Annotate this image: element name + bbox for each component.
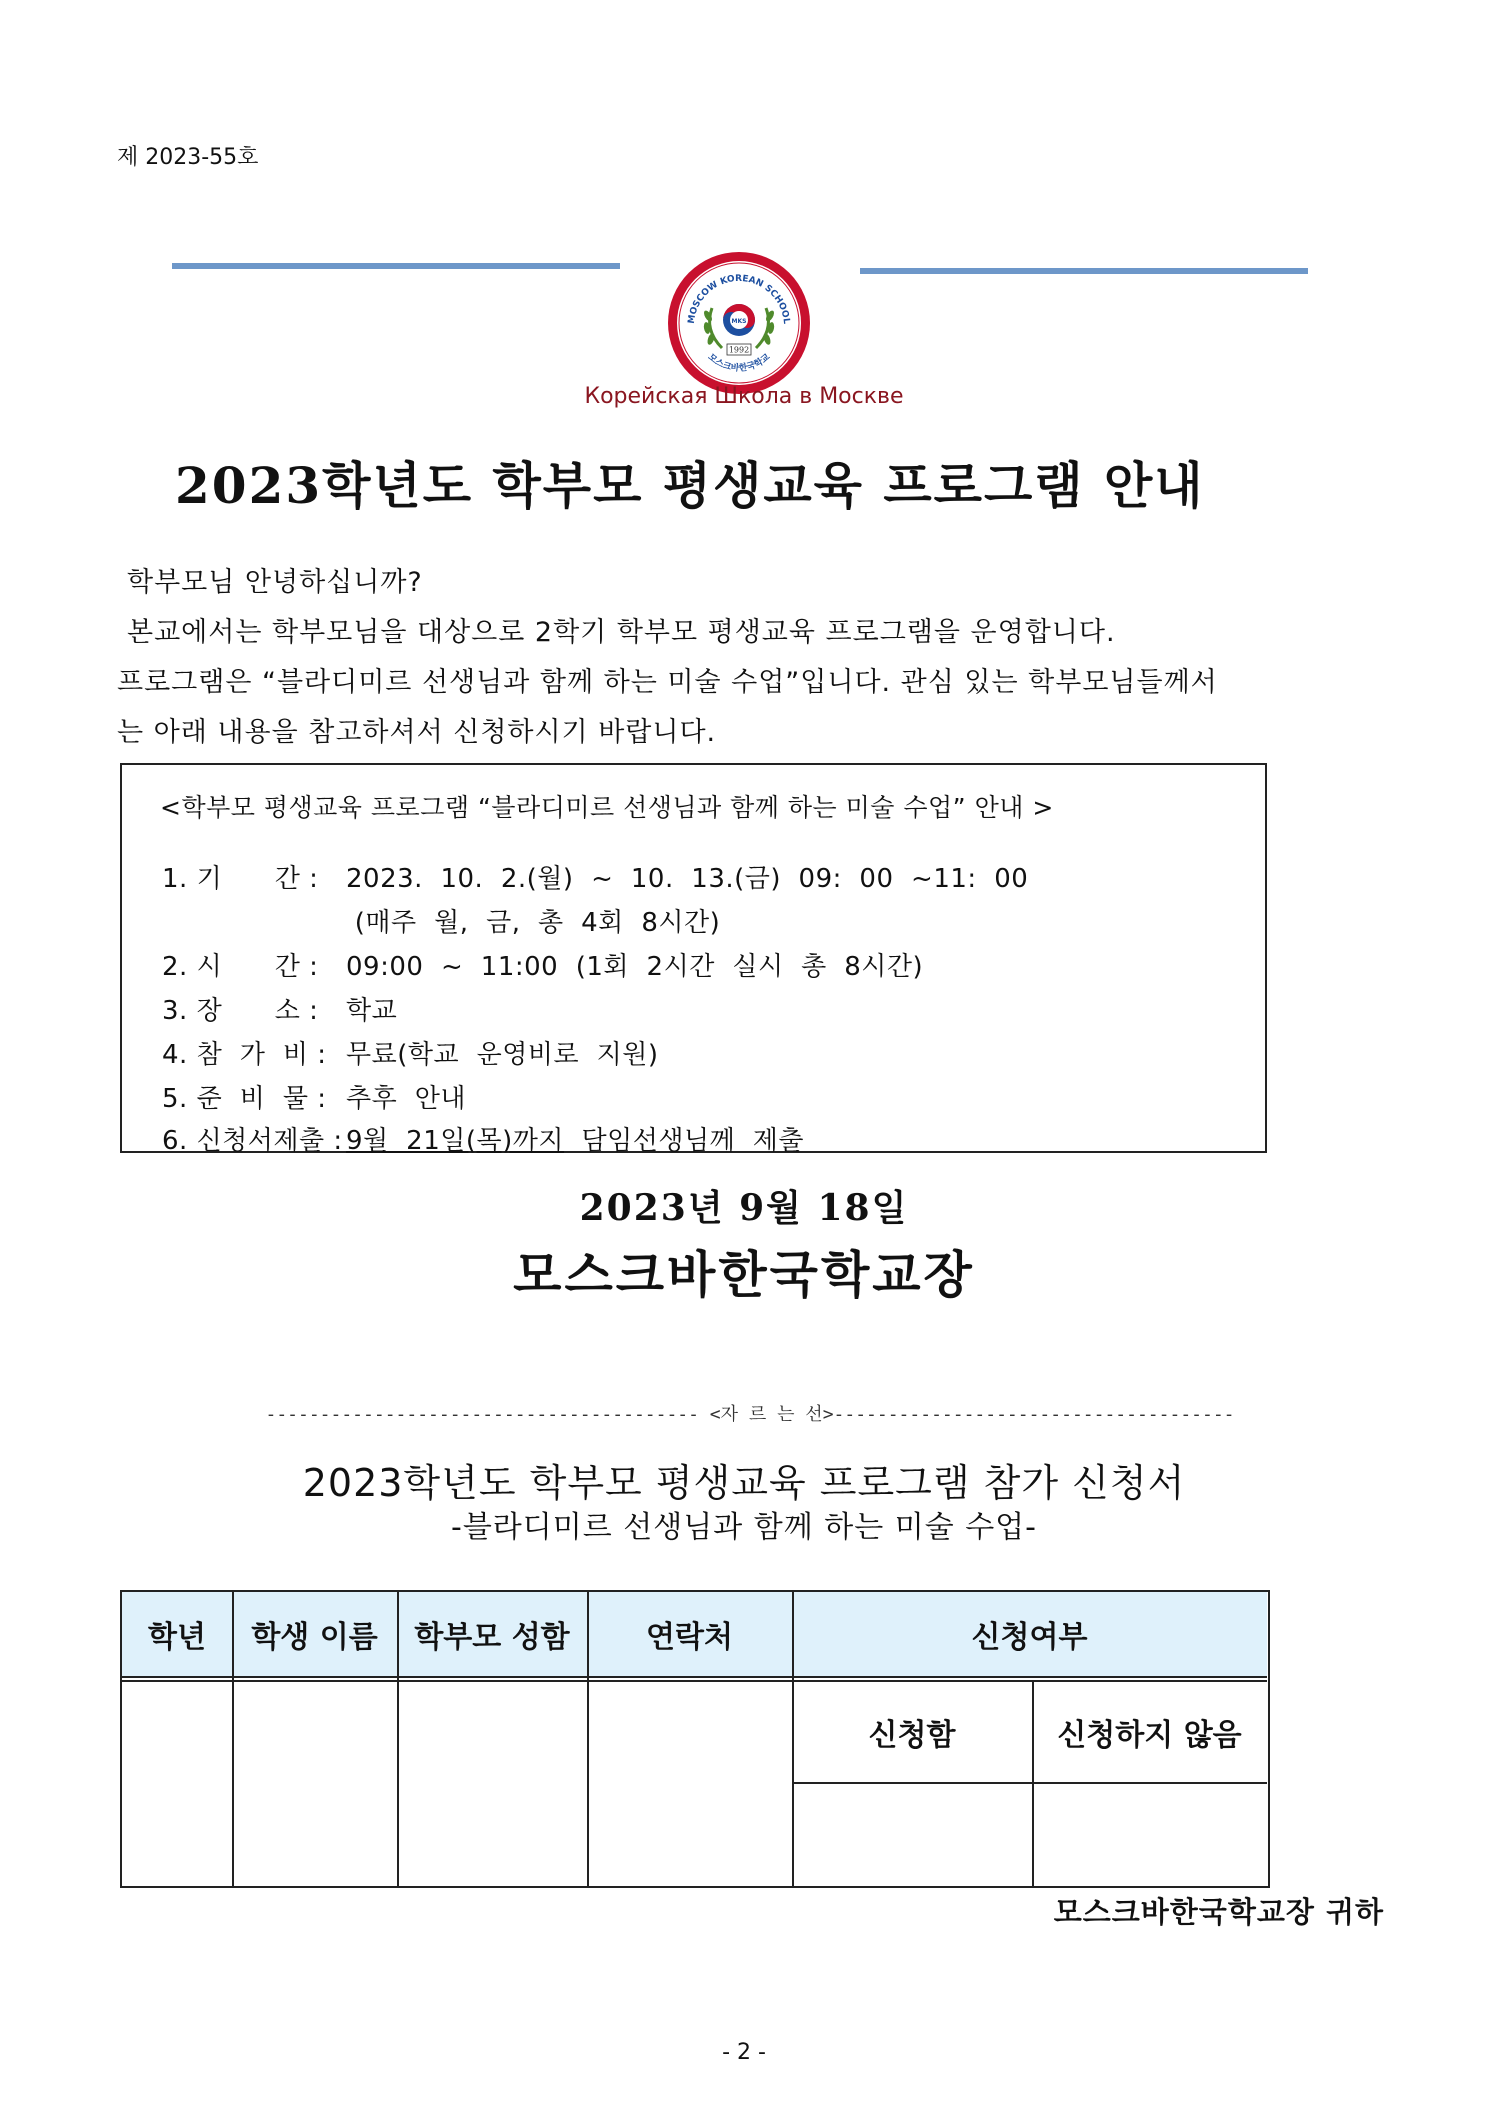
info-value: 무료(학교 운영비로 지원) <box>346 1040 659 1070</box>
intro-greeting: 학부모님 안녕하십니까? <box>127 567 423 598</box>
info-row-submission <box>162 1120 804 1157</box>
program-info-heading: <학부모 평생교육 프로그램 “블라디미르 선생님과 함께 하는 미술 수업” 안내 > <box>160 793 1054 822</box>
header-grade: 학년 <box>122 1592 232 1676</box>
intro-line-4: 는 아래 내용을 참고하셔서 신청하시기 바랍니다. <box>117 717 717 748</box>
info-row-supplies <box>162 1078 466 1115</box>
info-value: 추후 안내 <box>346 1084 466 1114</box>
info-value: 학교 <box>346 996 398 1026</box>
document-date: 2023년 9월 18일 <box>579 1187 909 1229</box>
cut-line: ---------------------------------------- <자 르 는 선>------------------------------------- <box>265 1404 1235 1425</box>
intro-line-3: 프로그램은 “블라디미르 선생님과 함께 하는 미술 수업”입니다. 관심 있는 학부모님들께서 <box>117 667 1218 698</box>
addressee: 모스크바한국학교장 귀하 <box>1053 1895 1384 1929</box>
header-student-name: 학생 이름 <box>232 1592 397 1676</box>
application-table <box>120 1590 1270 1888</box>
subheader-apply: 신청함 <box>868 1718 956 1753</box>
subheader-not-apply: 신청하지 않음 <box>1057 1718 1242 1753</box>
application-subtitle: -블라디미르 선생님과 함께 하는 미술 수업- <box>451 1510 1037 1545</box>
info-row-place <box>162 990 397 1027</box>
page-title: 2023학년도 학부모 평생교육 프로그램 안내 <box>175 456 1205 515</box>
info-label: 3. 장 소 : <box>162 996 319 1026</box>
logo-ring-text-top: MOSCOW KOREAN SCHOOL <box>686 273 792 325</box>
document-number: 제 2023-55호 <box>117 145 259 170</box>
logo-center-text: MKS <box>731 318 747 325</box>
school-logo <box>666 250 812 396</box>
info-label: 5. 준 비 물 : <box>162 1084 327 1114</box>
header-parent-name: 학부모 성함 <box>397 1592 587 1676</box>
logo-ring-text-bottom: 모스크바한국학교 <box>705 352 773 374</box>
school-name-russian: Корейская Школа в Москве <box>584 384 904 409</box>
header-contact: 연락처 <box>587 1592 792 1676</box>
cell-student-name[interactable] <box>234 1682 395 1886</box>
info-value: 담임선생님께 제출 <box>564 1126 805 1156</box>
info-row-fee <box>162 1034 659 1071</box>
info-label: 1. 기 간 : <box>162 864 319 894</box>
header-rule-right <box>860 268 1308 274</box>
info-row-period-note <box>162 902 720 939</box>
info-row-period <box>162 858 1028 895</box>
info-label: 4. 참 가 비 : <box>162 1040 327 1070</box>
info-label: 2. 시 간 : <box>162 952 319 982</box>
cell-grade[interactable] <box>124 1682 230 1886</box>
logo-year: 1992 <box>728 345 750 355</box>
cell-parent-name[interactable] <box>399 1682 585 1886</box>
cell-contact[interactable] <box>589 1682 790 1886</box>
header-application-status: 신청여부 <box>792 1592 1267 1676</box>
cell-not-apply[interactable] <box>1034 1784 1265 1886</box>
info-value: 09:00 ~ 11:00 (1회 2시간 실시 총 8시간) <box>346 952 924 982</box>
info-value: 2023. 10. 2.(월) ~ 10. 13.(금) 09: 00 ~11: 00 <box>346 864 1029 894</box>
page-number: - 2 - <box>722 2040 766 2065</box>
header-rule <box>122 1676 1267 1678</box>
cell-apply[interactable] <box>794 1784 1030 1886</box>
info-value: (매주 월, 금, 총 4회 8시간) <box>346 908 721 938</box>
submission-deadline: 9월 21일(목)까지 <box>346 1126 565 1156</box>
info-row-time <box>162 946 923 983</box>
intro-line-2: 본교에서는 학부모님을 대상으로 2학기 학부모 평생교육 프로그램을 운영합니다. <box>127 617 1116 648</box>
signer-name: 모스크바한국학교장 <box>513 1245 975 1304</box>
header-rule-left <box>172 263 620 269</box>
info-label: 6. 신청서제출 : <box>162 1126 343 1156</box>
application-title: 2023학년도 학부모 평생교육 프로그램 참가 신청서 <box>302 1461 1186 1505</box>
